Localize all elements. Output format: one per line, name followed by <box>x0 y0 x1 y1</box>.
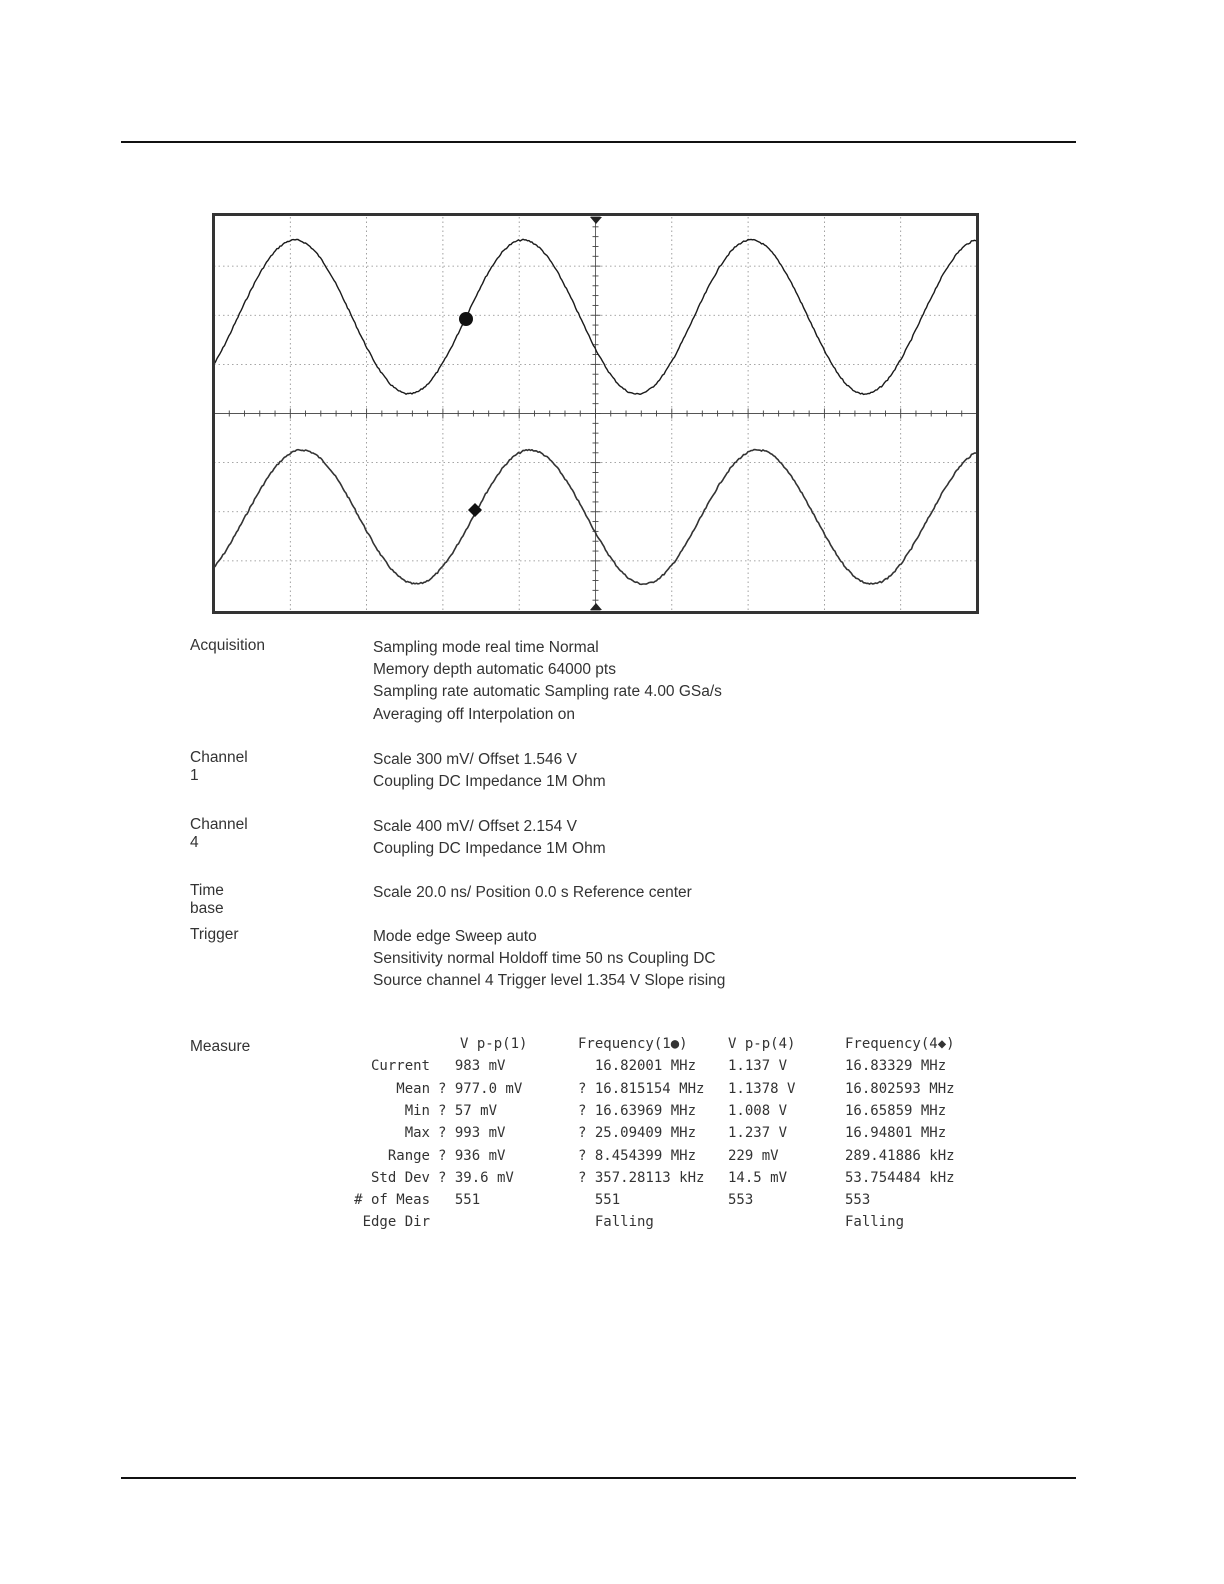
measure-cell: 1.137 V <box>728 1058 788 1075</box>
measure-cell: 229 mV <box>728 1147 779 1164</box>
measure-cell: 16.94801 MHz <box>845 1125 947 1142</box>
channel1-marker <box>459 312 473 326</box>
settings-line: Sampling mode real time Normal <box>373 639 599 656</box>
measure-cell: ? 977.0 mV <box>438 1080 523 1097</box>
header-rule <box>121 141 1076 143</box>
measurement-table <box>0 1036 1224 1246</box>
measure-cell: 289.41886 kHz <box>845 1147 955 1164</box>
oscilloscope-display <box>212 213 979 614</box>
measure-cell: 16.82001 MHz <box>578 1058 697 1075</box>
settings-section-label: Channel 1 <box>190 749 248 784</box>
measure-cell: ? 357.28113 kHz <box>578 1169 705 1186</box>
measure-row-label: # of Meas <box>354 1192 430 1209</box>
measure-row-label: Max <box>404 1125 430 1142</box>
settings-section-label: Time base <box>190 882 224 917</box>
settings-line: Scale 20.0 ns/ Position 0.0 s Reference center <box>373 884 692 901</box>
measure-cell: 553 <box>728 1192 754 1209</box>
measure-cell: ? 936 mV <box>438 1147 506 1164</box>
measure-cell: 551 <box>578 1192 621 1209</box>
measure-cell: ? 39.6 mV <box>438 1169 514 1186</box>
measure-cell: 551 <box>438 1192 481 1209</box>
measure-cell: ? 993 mV <box>438 1125 506 1142</box>
measure-column-header: V p-p(4) <box>728 1036 796 1052</box>
settings-line: Mode edge Sweep auto <box>373 928 537 945</box>
measure-column-header: V p-p(1) <box>460 1036 528 1052</box>
settings-line: Scale 400 mV/ Offset 2.154 V <box>373 818 577 835</box>
measure-cell: 16.65859 MHz <box>845 1102 947 1119</box>
measure-cell: 1.1378 V <box>728 1080 796 1097</box>
settings-section-label: Acquisition <box>190 637 265 654</box>
measure-label: Measure <box>190 1038 251 1055</box>
measure-row-label: Range <box>387 1147 430 1164</box>
measure-cell: ? 25.09409 MHz <box>578 1125 697 1142</box>
settings-line: Coupling DC Impedance 1M Ohm <box>373 840 606 858</box>
measure-cell: 983 mV <box>438 1058 506 1075</box>
measure-row-label: Mean <box>396 1080 430 1097</box>
measure-row-label: Std Dev <box>370 1169 430 1186</box>
settings-line: Memory depth automatic 64000 pts <box>373 661 616 679</box>
measure-cell: ? 16.815154 MHz <box>578 1080 705 1097</box>
measure-cell: 16.802593 MHz <box>845 1080 955 1097</box>
settings-line: Source channel 4 Trigger level 1.354 V Slope rising <box>373 972 726 990</box>
measure-cell: 553 <box>845 1192 871 1209</box>
measure-cell: ? 57 mV <box>438 1102 498 1119</box>
settings-line: Scale 300 mV/ Offset 1.546 V <box>373 751 577 768</box>
settings-line: Sensitivity normal Holdoff time 50 ns Coupling DC <box>373 950 716 968</box>
measure-row-label: Current <box>370 1058 430 1075</box>
footer-rule <box>121 1477 1076 1479</box>
measure-cell: Falling <box>578 1214 654 1231</box>
settings-line: Averaging off Interpolation on <box>373 705 575 723</box>
measure-cell: 1.008 V <box>728 1102 788 1119</box>
settings-section-label: Channel 4 <box>190 816 248 851</box>
settings-line: Sampling rate automatic Sampling rate 4.00 GSa/s <box>373 683 722 701</box>
measure-cell: Falling <box>845 1214 905 1231</box>
settings-line: Coupling DC Impedance 1M Ohm <box>373 773 606 791</box>
measure-column-header: Frequency(4◆) <box>845 1036 955 1052</box>
measure-cell: 1.237 V <box>728 1125 788 1142</box>
measure-cell: 16.83329 MHz <box>845 1058 947 1075</box>
measure-row-label: Min <box>404 1102 430 1119</box>
measure-column-header: Frequency(1●) <box>578 1036 688 1052</box>
measure-row-label: Edge Dir <box>362 1214 430 1231</box>
settings-section-label: Trigger <box>190 926 239 943</box>
measure-cell: 14.5 mV <box>728 1169 788 1186</box>
measure-cell: 53.754484 kHz <box>845 1169 955 1186</box>
measure-cell: ? 16.63969 MHz <box>578 1102 697 1119</box>
measure-cell: ? 8.454399 MHz <box>578 1147 697 1164</box>
